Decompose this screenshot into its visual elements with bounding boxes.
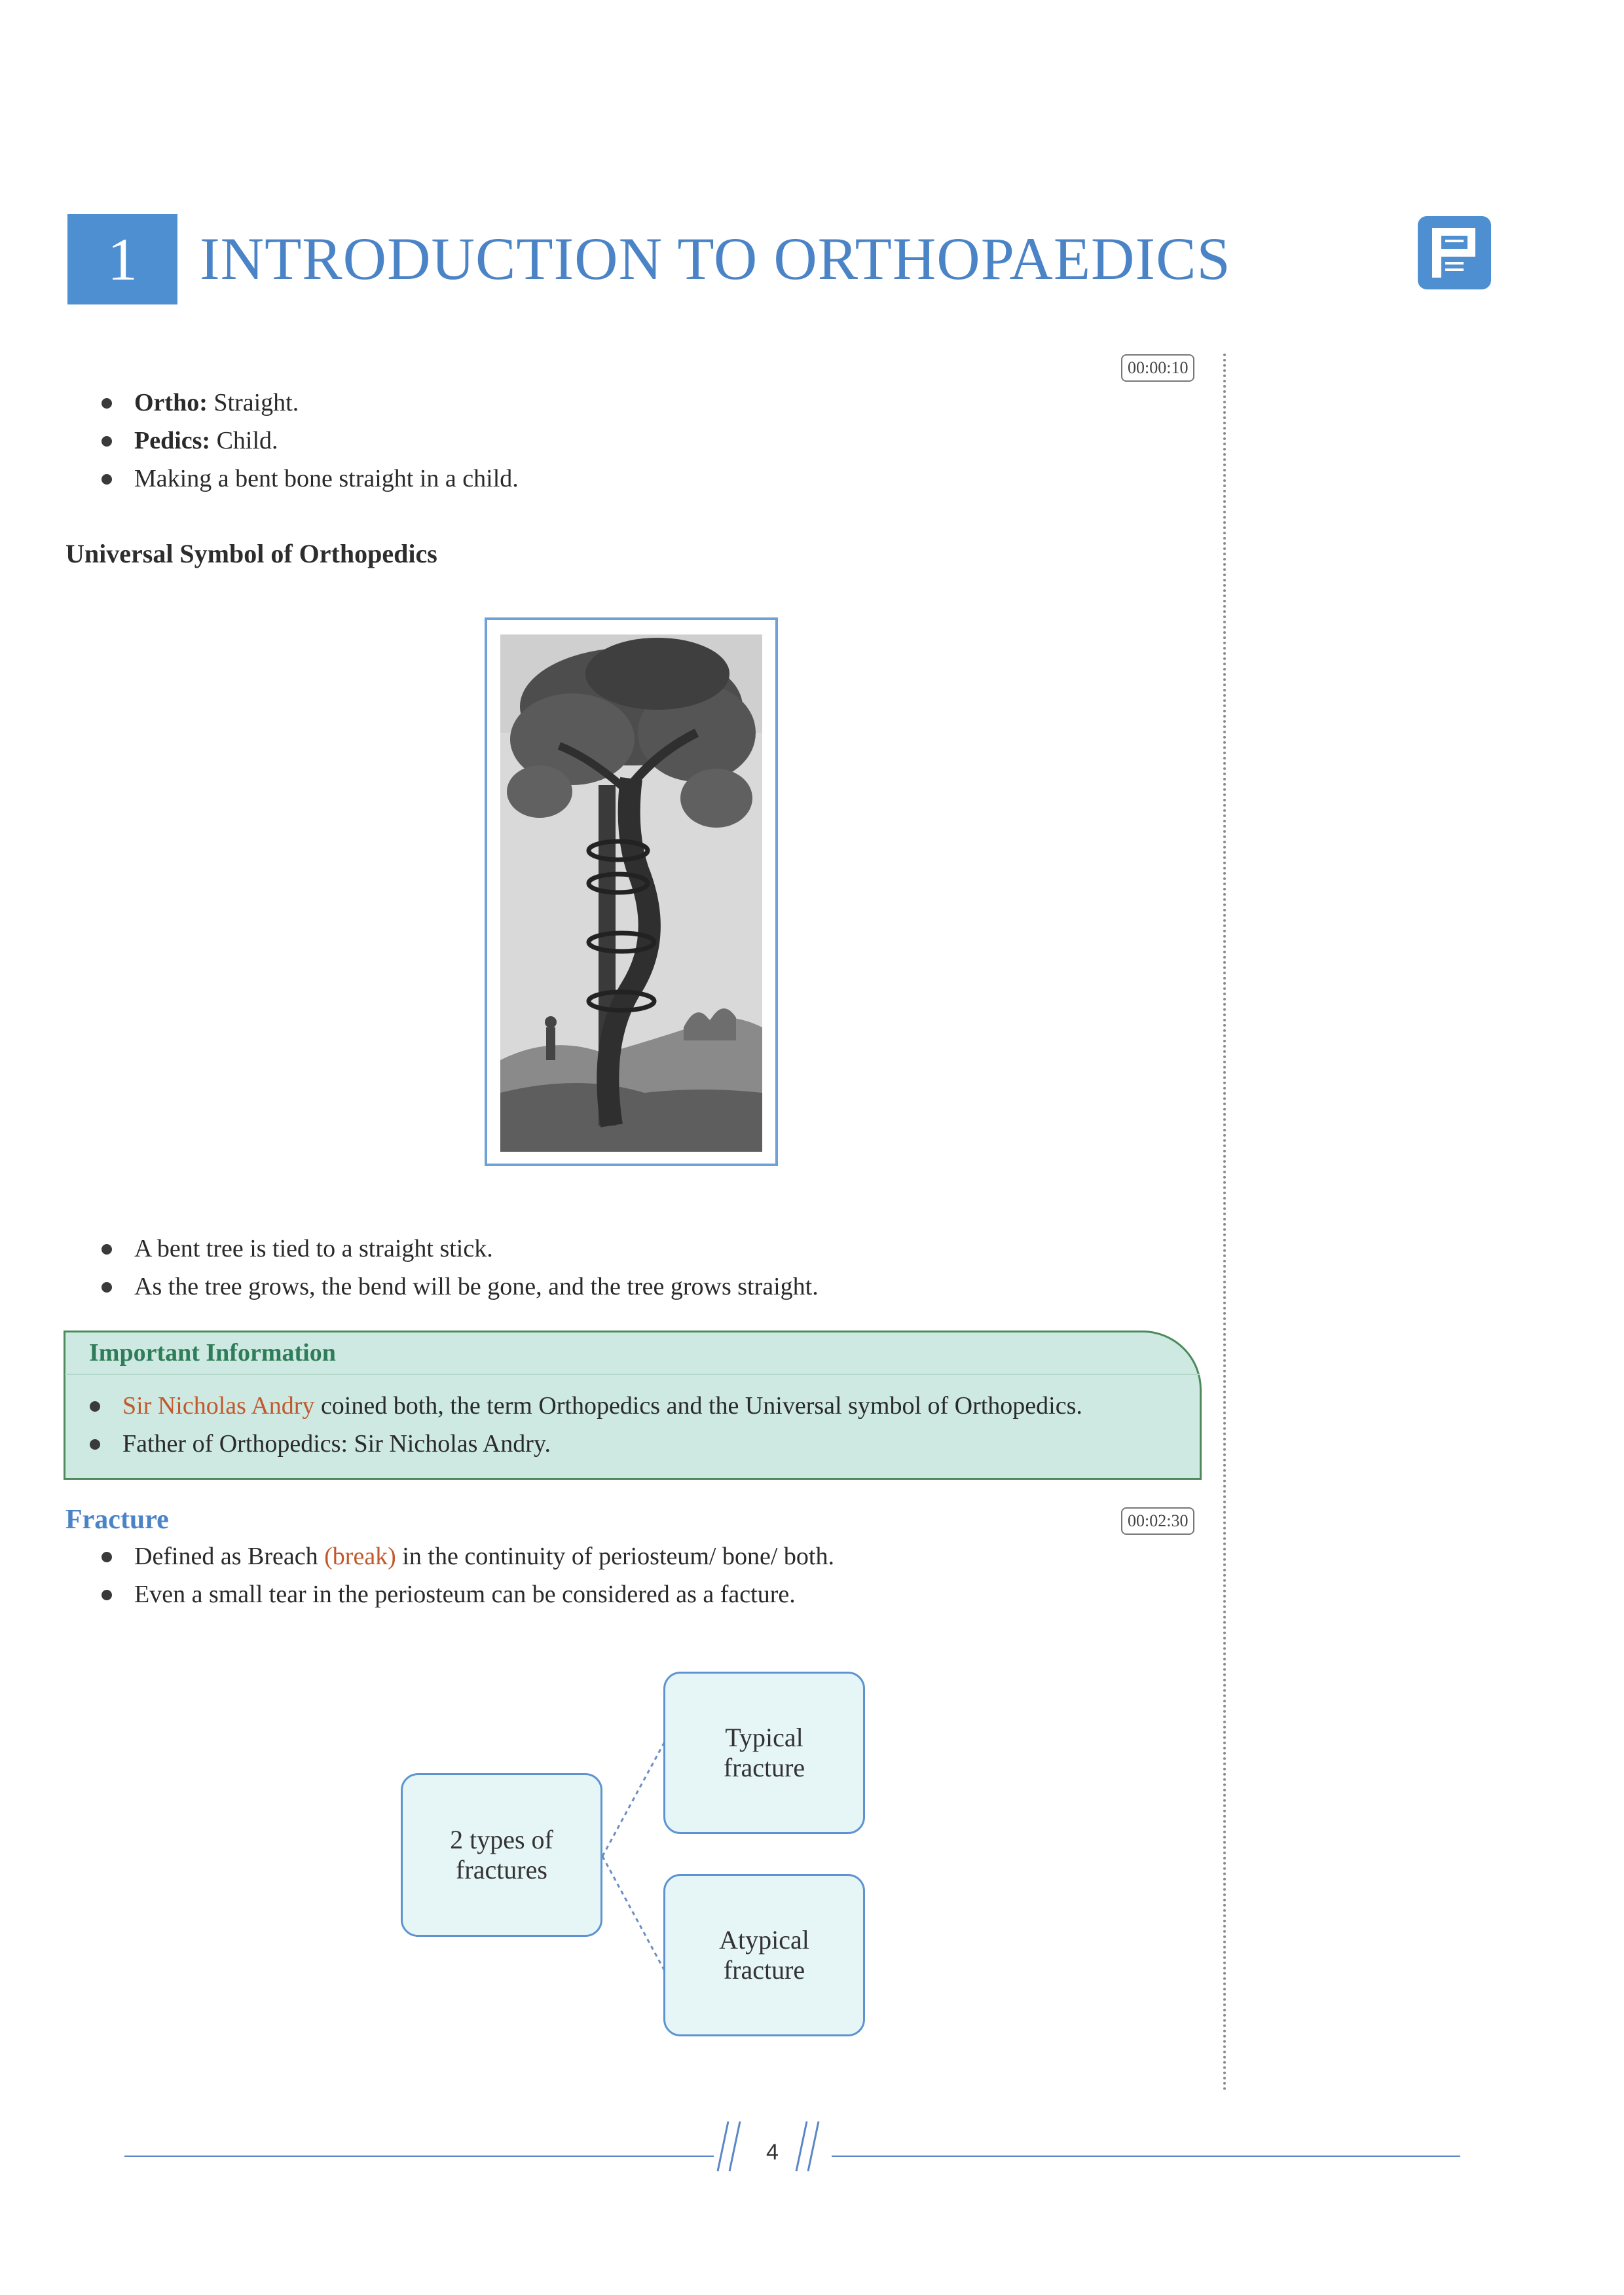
symbol-bullet-list	[67, 1230, 819, 1306]
timestamp-fracture: 00:02:30	[1121, 1507, 1194, 1535]
bullet-icon	[101, 1244, 112, 1255]
bullet-icon	[101, 1590, 112, 1600]
section-heading-fracture: Fracture	[65, 1505, 169, 1535]
diagram-node-typical: Typical fracture	[663, 1672, 865, 1834]
footer-rule-left	[124, 2156, 714, 2157]
bullet-icon	[101, 474, 112, 485]
list-item: Sir Nicholas Andry coined both, the term Orthopedics and the Universal symbol of Orthopedics.	[56, 1387, 1082, 1425]
list-item: A bent tree is tied to a straight stick.	[67, 1230, 819, 1268]
bent-tree-illustration	[485, 617, 778, 1166]
important-info-title: Important Information	[89, 1339, 336, 1367]
list-item: Even a small tear in the periosteum can be considered as a facture.	[67, 1575, 834, 1613]
bullet-icon	[101, 1552, 112, 1562]
chapter-title: INTRODUCTION TO ORTHOPAEDICS	[200, 225, 1231, 292]
bullet-icon	[90, 1439, 100, 1450]
bullet-icon	[101, 436, 112, 447]
intro-bullet-list	[67, 384, 519, 498]
vertical-divider	[1223, 354, 1226, 2092]
p-logo-icon	[1418, 216, 1491, 289]
fracture-bullet-list	[67, 1537, 834, 1613]
list-item: Pedics: Child.	[67, 422, 519, 460]
diagram-node-atypical: Atypical fracture	[663, 1874, 865, 2036]
bullet-icon	[101, 398, 112, 409]
list-item: Defined as Breach (break) in the continuity of periosteum/ bone/ both.	[67, 1537, 834, 1575]
bullet-icon	[90, 1401, 100, 1412]
diagram-node-root: 2 types of fractures	[401, 1773, 602, 1937]
list-item: As the tree grows, the bend will be gone, and the tree grows straight.	[67, 1268, 819, 1306]
bullet-icon	[101, 1282, 112, 1293]
list-item: Father of Orthopedics: Sir Nicholas Andry.	[56, 1425, 1082, 1463]
double-slash-icon	[792, 2116, 832, 2175]
page-number: 4	[766, 2140, 779, 2165]
section-heading-symbol: Universal Symbol of Orthopedics	[65, 539, 437, 568]
footer-rule-right	[832, 2156, 1460, 2157]
list-item: Making a bent bone straight in a child.	[67, 460, 519, 498]
list-item: Ortho: Straight.	[67, 384, 519, 422]
chapter-number-box: 1	[67, 214, 177, 304]
tree-icon	[500, 634, 762, 1152]
important-info-divider	[65, 1374, 1200, 1375]
important-bullet-list	[56, 1387, 1082, 1463]
timestamp-intro: 00:00:10	[1121, 354, 1194, 382]
double-slash-icon	[714, 2116, 747, 2175]
